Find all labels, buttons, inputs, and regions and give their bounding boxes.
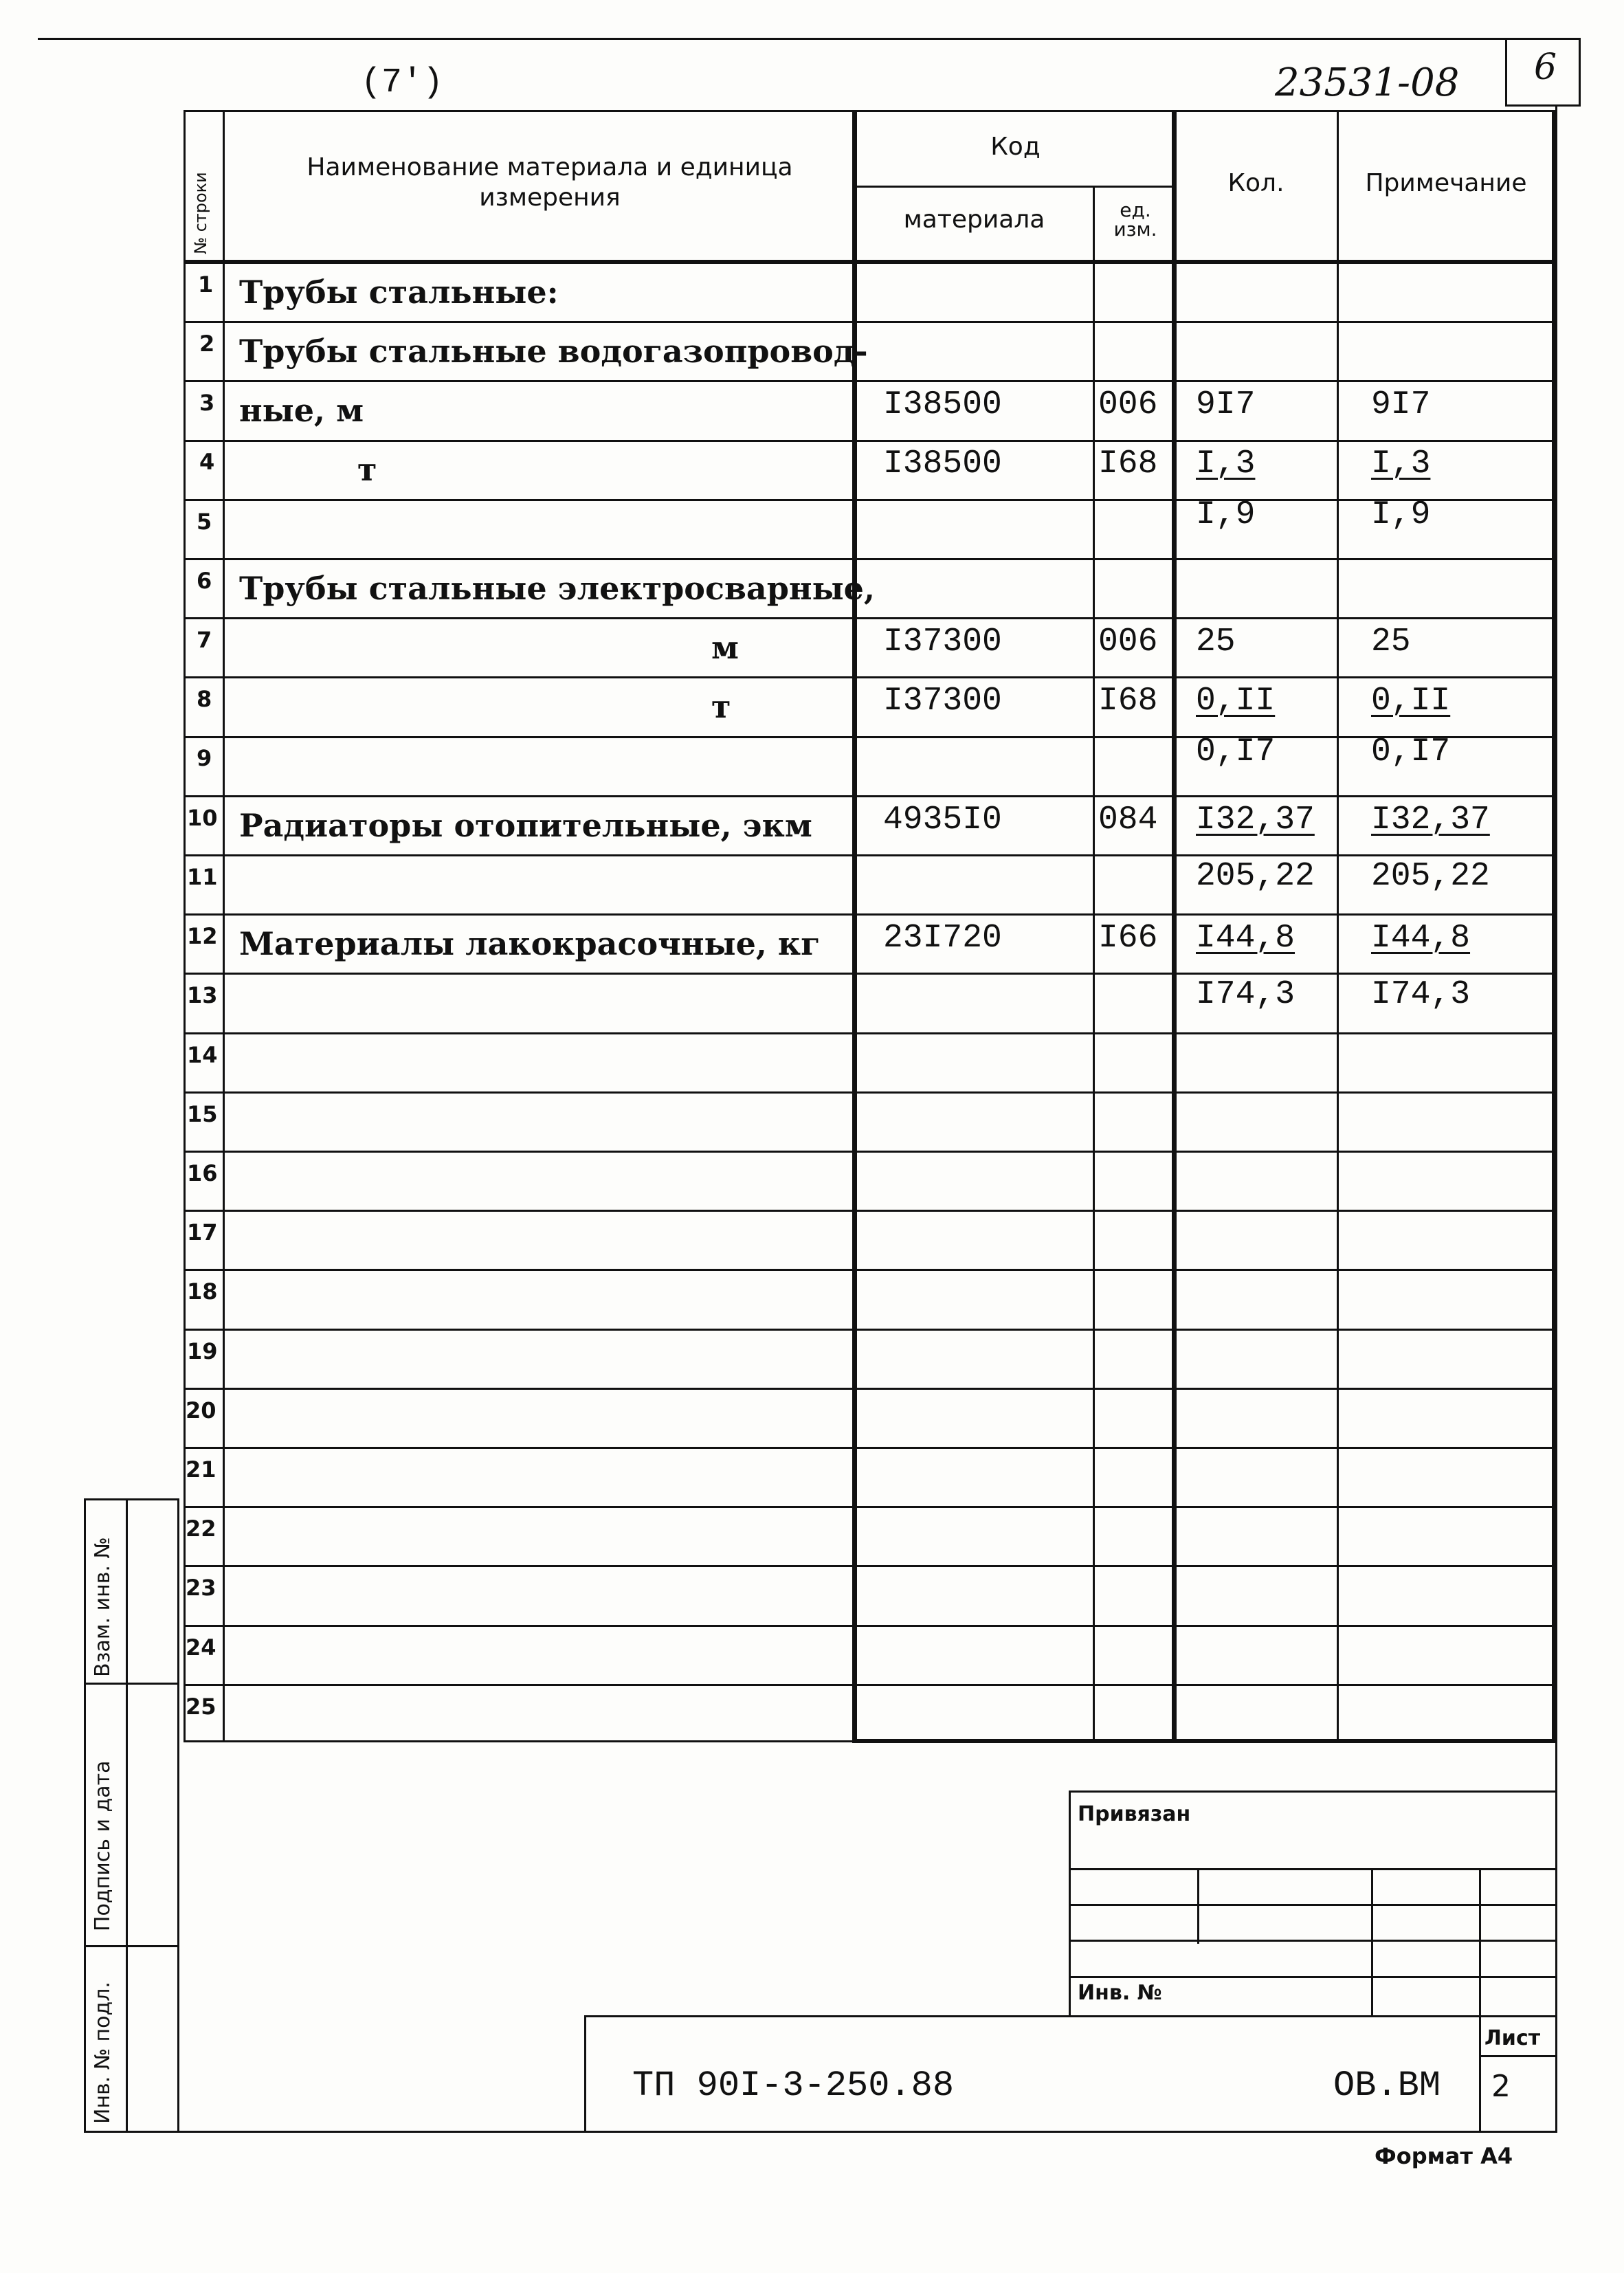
- header-rownum: № строки: [191, 172, 210, 254]
- col-line-material: [1093, 186, 1095, 1742]
- row-number: 9: [197, 745, 212, 771]
- header-code-material: материала: [903, 206, 1045, 234]
- frame-top: [38, 38, 1505, 40]
- row-line: [183, 1684, 1555, 1686]
- row-unit-code: I68: [1098, 445, 1158, 483]
- row-line: [183, 1388, 1555, 1390]
- row-line: [183, 736, 1555, 738]
- table-top-border: [183, 110, 1555, 112]
- tb-col: [1197, 1868, 1199, 1944]
- row-note: I32,37: [1371, 801, 1490, 839]
- row-qty: 25: [1196, 623, 1236, 661]
- row-name: Трубы стальные водогазопровод-: [239, 333, 868, 370]
- tb-main-left: [584, 2015, 586, 2131]
- row-unit-code: I66: [1098, 920, 1158, 957]
- tb-top: [1069, 1790, 1555, 1793]
- row-name: Радиаторы отопительные, экм: [239, 807, 812, 844]
- row-qty: I,3: [1196, 445, 1256, 483]
- row-number: 12: [187, 923, 218, 949]
- row-number: 23: [186, 1575, 216, 1601]
- row-number: 8: [197, 686, 212, 712]
- tb-line: [1069, 1904, 1555, 1906]
- row-number: 7: [197, 627, 212, 653]
- side-sign-date-label: Подпись и дата: [91, 1760, 115, 1931]
- top-left-label: (7′): [361, 63, 444, 102]
- tb-line: [1069, 1868, 1555, 1870]
- row-line: [183, 1269, 1555, 1271]
- row-name: Материалы лакокрасочные, кг: [239, 925, 821, 962]
- row-number: 4: [199, 449, 215, 475]
- row-line: [183, 321, 1555, 323]
- header-note: Примечание: [1365, 169, 1527, 197]
- row-line: [183, 676, 1555, 678]
- row-note: I,9: [1371, 496, 1431, 533]
- row-qty: 0,I7: [1196, 733, 1276, 770]
- row-number: 25: [186, 1694, 216, 1720]
- row-number: 24: [186, 1634, 216, 1661]
- row-number: 21: [186, 1456, 216, 1483]
- row-number: 20: [186, 1397, 216, 1423]
- row-unit-code: 006: [1098, 623, 1158, 661]
- row-name: Трубы стальные:: [239, 274, 559, 311]
- row-unit-code: I68: [1098, 683, 1158, 720]
- row-line: [183, 1032, 1555, 1034]
- tb-sheet-label: Лист: [1484, 2026, 1541, 2050]
- row-qty: I32,37: [1196, 801, 1315, 839]
- tb-sheet-number: 2: [1491, 2069, 1511, 2104]
- frame-bottom: [84, 2131, 1557, 2133]
- row-line: [183, 973, 1555, 975]
- row-material-code: 23I720: [883, 920, 1002, 957]
- side-inv-orig-label: Инв. № подл.: [91, 1982, 115, 2124]
- row-line: [183, 1506, 1555, 1508]
- row-unit-code: 084: [1098, 801, 1158, 839]
- table-bottom-border: [852, 1739, 1555, 1743]
- row-line: [183, 854, 1555, 856]
- row-qty: 9I7: [1196, 386, 1256, 423]
- row-note: 205,22: [1371, 858, 1490, 895]
- col-line-unit: [1172, 110, 1177, 1742]
- header-name: Наименование материала и единица измерения: [307, 153, 793, 212]
- row-number: 5: [197, 509, 212, 535]
- row-line: [183, 1625, 1555, 1627]
- row-note: 0,II: [1371, 683, 1451, 720]
- row-note: 0,I7: [1371, 733, 1451, 770]
- page-corner-number: 6: [1534, 47, 1557, 88]
- row-material-code: I37300: [883, 683, 1002, 720]
- row-number: 1: [198, 271, 214, 298]
- row-material-code: 4935I0: [883, 801, 1002, 839]
- row-number: 2: [199, 331, 215, 357]
- row-line: [183, 499, 1555, 501]
- tb-sheet-line: [1479, 2055, 1555, 2057]
- row-line: [183, 1151, 1555, 1153]
- row-number: 22: [186, 1516, 216, 1542]
- row-line: [183, 558, 1555, 560]
- row-qty: I,9: [1196, 496, 1256, 533]
- row-material-code: I38500: [883, 445, 1002, 483]
- row-material-code: I37300: [883, 623, 1002, 661]
- tb-privyazan: Привязан: [1078, 1802, 1191, 1826]
- side-vzam-label: Взам. инв. №: [91, 1537, 115, 1677]
- row-name: т: [711, 688, 731, 725]
- row-note: I,3: [1371, 445, 1431, 483]
- row-qty: I44,8: [1196, 920, 1295, 957]
- document-number: 23531-08: [1275, 60, 1460, 105]
- tb-inv-no: Инв. №: [1078, 1981, 1162, 2005]
- header-bottom-border: [183, 260, 1555, 264]
- row-line: [183, 913, 1555, 916]
- row-number: 15: [187, 1101, 218, 1127]
- row-number: 6: [197, 568, 212, 594]
- header-qty: Кол.: [1227, 169, 1284, 197]
- row-number: 10: [187, 805, 218, 831]
- row-qty: 205,22: [1196, 858, 1315, 895]
- tb-line: [1069, 1976, 1555, 1978]
- row-line: [183, 1329, 1555, 1331]
- format-label: Формат А4: [1375, 2143, 1513, 2169]
- table-bottom-thin: [183, 1740, 852, 1742]
- row-line: [183, 440, 1555, 442]
- col-line-left: [183, 110, 186, 1742]
- side-stamp-divider: [126, 1498, 128, 2133]
- tb-col: [1371, 1868, 1373, 2017]
- row-number: 16: [187, 1160, 218, 1186]
- row-note: I74,3: [1371, 976, 1471, 1013]
- row-note: 25: [1371, 623, 1411, 661]
- row-unit-code: 006: [1098, 386, 1158, 423]
- tb-col: [1479, 1868, 1481, 2131]
- row-number: 19: [187, 1338, 218, 1364]
- row-note: I44,8: [1371, 920, 1471, 957]
- row-line: [183, 1210, 1555, 1212]
- tb-line: [1069, 1940, 1555, 1942]
- row-line: [183, 795, 1555, 797]
- row-line: [183, 1091, 1555, 1094]
- row-number: 13: [187, 982, 218, 1008]
- row-note: 9I7: [1371, 386, 1431, 423]
- row-number: 11: [187, 864, 218, 890]
- row-line: [183, 617, 1555, 619]
- row-number: 3: [199, 390, 215, 416]
- side-stamp-line: [84, 1683, 179, 1685]
- col-line-note: [1552, 110, 1557, 1742]
- row-qty: I74,3: [1196, 976, 1295, 1013]
- col-line-qty: [1337, 110, 1339, 1742]
- row-line: [183, 380, 1555, 382]
- row-name: м: [711, 629, 739, 666]
- header-code: Код: [990, 133, 1041, 161]
- row-number: 17: [187, 1219, 218, 1245]
- row-number: 14: [187, 1042, 218, 1068]
- row-line: [183, 1447, 1555, 1449]
- tb-doc-code: ТП 90I-3-250.88: [632, 2065, 955, 2106]
- tb-main-top: [584, 2015, 1555, 2017]
- row-number: 18: [187, 1278, 218, 1305]
- code-subheader-line: [856, 186, 1175, 188]
- row-line: [183, 1565, 1555, 1567]
- tb-mark: ОВ.ВМ: [1333, 2065, 1441, 2106]
- header-code-unit: ед. изм.: [1113, 199, 1157, 241]
- row-qty: 0,II: [1196, 683, 1276, 720]
- row-name: ные, м: [239, 392, 364, 429]
- row-name: Трубы стальные электросварные,: [239, 570, 875, 607]
- side-stamp-line: [84, 1945, 179, 1947]
- row-name: т: [357, 451, 377, 488]
- row-material-code: I38500: [883, 386, 1002, 423]
